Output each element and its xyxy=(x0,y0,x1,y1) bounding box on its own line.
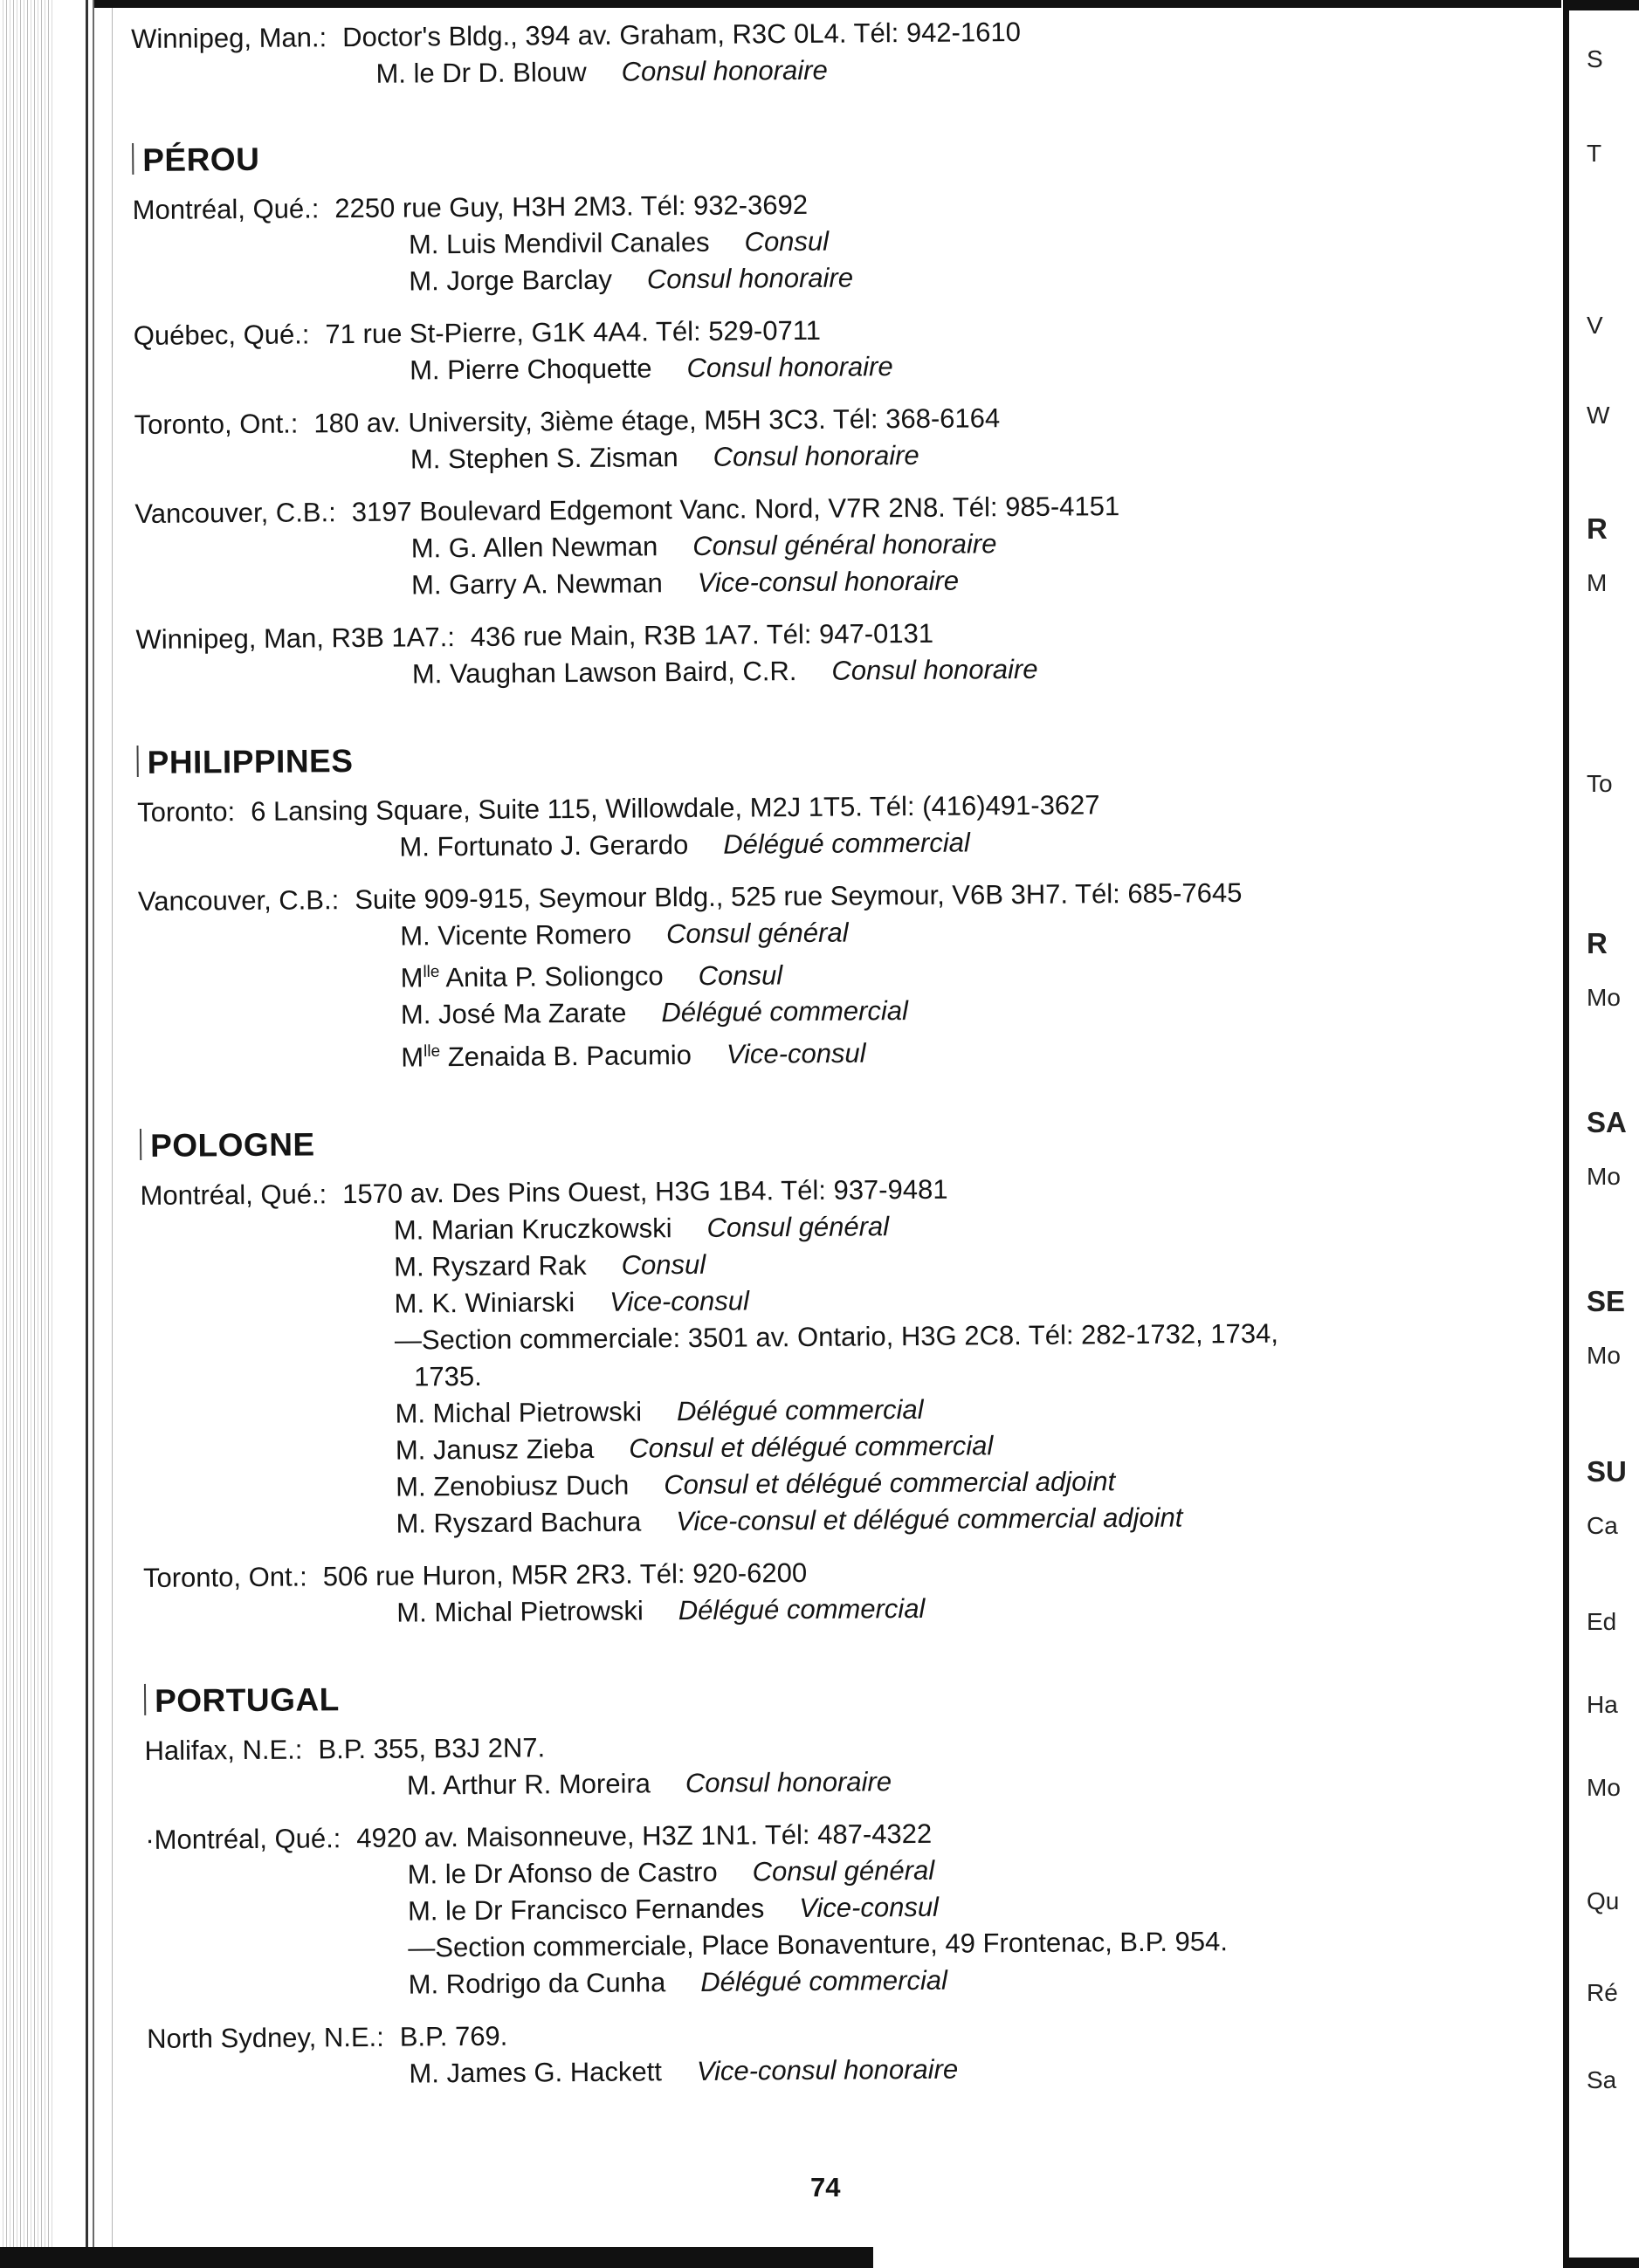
city-entry xyxy=(134,485,1498,606)
person-title: Consul général honoraire xyxy=(692,528,997,561)
person-name: $M^{lle}$ Anita P. Soliongco xyxy=(400,960,664,993)
person-name: M. Garry A. Newman xyxy=(410,567,663,601)
person-title: Consul et délégué commercial adjoint xyxy=(664,1465,1116,1500)
city-entry xyxy=(147,2010,1510,2093)
person-title: Consul honoraire xyxy=(685,1765,892,1798)
superscript-abbrev: lle xyxy=(424,1041,441,1061)
person-name: M. Vaughan Lawson Baird, C.R. xyxy=(411,656,797,690)
country-heading: PHILIPPINES xyxy=(137,733,1499,782)
city-label: ·Montréal, Qué.: xyxy=(145,1822,341,1855)
person-title: Consul général xyxy=(752,1854,935,1887)
scan-bottom-edge xyxy=(0,2247,873,2268)
person-name: M. le Dr D. Blouw xyxy=(375,56,587,89)
person-title: Consul honoraire xyxy=(646,262,854,295)
address-text: 6 Lansing Square, Suite 115, Willowdale, M2J 1T5. Tél: (416)491-3627 xyxy=(250,789,1100,827)
city-entry xyxy=(145,1811,1509,2004)
facing-page-text: W xyxy=(1587,402,1610,429)
person-title: Vice-consul xyxy=(609,1285,750,1317)
person-name: M. Vicente Romero xyxy=(400,918,632,952)
city-entry xyxy=(137,784,1500,868)
address-text: 4920 av. Maisonneuve, H3Z 1N1. Tél: 487-4322 xyxy=(356,1818,933,1853)
page-number: 74 xyxy=(810,2172,841,2203)
country-section xyxy=(132,131,1498,695)
person-name: M. Marian Kruczkowski xyxy=(393,1212,672,1246)
person-title: Consul général xyxy=(665,917,849,950)
facing-page-text: Ca xyxy=(1587,1512,1618,1539)
address-text: B.P. 355, B3J 2N7. xyxy=(318,1731,546,1765)
person-name: M. José Ma Zarate xyxy=(400,997,627,1030)
city-entry xyxy=(133,182,1496,302)
person-name: M. Rodrigo da Cunha xyxy=(408,1966,666,2000)
city-label: Vancouver, C.B.: xyxy=(134,497,336,529)
country-section xyxy=(137,733,1502,1078)
person-title: Vice-consul honoraire xyxy=(696,2053,959,2086)
address-text: 3197 Boulevard Edgemont Vanc. Nord, V7R 2N8. Tél: 985-4151 xyxy=(351,491,1120,528)
address-text: B.P. 769. xyxy=(399,2020,508,2052)
superscript-abbrev: lle xyxy=(423,963,440,982)
person-name: M. Michal Pietrowski xyxy=(396,1595,644,1628)
person-name: M. Michal Pietrowski xyxy=(395,1396,643,1429)
city-label: Toronto: xyxy=(136,796,236,828)
person-name: M. Ryszard Bachura xyxy=(396,1506,642,1539)
city-label: Halifax, N.E.: xyxy=(144,1734,303,1766)
person-name: M. Luis Mendivil Canales xyxy=(408,226,710,260)
scan-binding-line xyxy=(86,0,88,2268)
person-title: Vice-consul xyxy=(726,1038,866,1070)
person-name: M. Zenobiusz Duch xyxy=(396,1469,630,1502)
section-note: 1735. xyxy=(414,1360,482,1392)
person-name: M. Jorge Barclay xyxy=(409,264,613,297)
facing-page-text: Sa xyxy=(1587,2066,1617,2093)
section-note: —Section commerciale: 3501 av. Ontario, H3G 2C8. Tél: 282-1732, 1734, xyxy=(394,1317,1279,1356)
address-text: 71 rue St-Pierre, G1K 4A4. Tél: 529-0711 xyxy=(325,314,822,350)
person-title: Consul honoraire xyxy=(831,653,1038,686)
facing-page-text: SA xyxy=(1587,1106,1627,1138)
facing-page-text: Qu xyxy=(1587,1887,1620,1914)
person-name: M. Fortunato J. Gerardo xyxy=(399,829,689,863)
city-entry xyxy=(134,307,1497,391)
person-name: M. K. Winiarski xyxy=(394,1286,575,1319)
facing-page-text: R xyxy=(1587,927,1608,959)
city-label: Toronto, Ont.: xyxy=(134,408,299,440)
person-name: M. Janusz Zieba xyxy=(395,1433,595,1466)
person-title: Délégué commercial xyxy=(723,827,970,860)
facing-page-text: M xyxy=(1587,569,1608,596)
city-entry xyxy=(140,1166,1505,1543)
person-title: Délégué commercial xyxy=(678,1592,926,1625)
scan-top-edge xyxy=(94,0,1561,8)
person-title: Délégué commercial xyxy=(676,1393,924,1426)
person-title: Consul général xyxy=(706,1210,890,1243)
city-entry xyxy=(135,611,1498,695)
country-section xyxy=(144,1671,1510,2093)
facing-page-text: SU xyxy=(1587,1455,1627,1488)
facing-page-fragment xyxy=(1569,10,1639,2258)
facing-page-text: Ha xyxy=(1587,1691,1618,1718)
facing-page-text: Mo xyxy=(1587,984,1621,1011)
scan-binding-edge xyxy=(0,0,52,2268)
person-title: Consul honoraire xyxy=(686,351,893,384)
country-heading: POLOGNE xyxy=(140,1116,1502,1165)
city-label: North Sydney, N.E.: xyxy=(147,2021,384,2054)
city-label: Vancouver, C.B.: xyxy=(137,884,340,917)
person-title: Vice-consul xyxy=(799,1891,940,1923)
city-label: Toronto, Ont.: xyxy=(142,1561,307,1593)
facing-page-text: Ré xyxy=(1587,1979,1618,2006)
city-label: Montréal, Qué.: xyxy=(140,1178,327,1211)
person-title: Consul xyxy=(744,225,830,258)
city-entry xyxy=(144,1722,1507,1805)
address-text: 180 av. University, 3ième étage, M5H 3C3. Tél: 368-6164 xyxy=(313,402,1001,439)
city-label: Winnipeg, Man.: xyxy=(131,22,327,54)
facing-page-text: Mo xyxy=(1587,1163,1621,1190)
country-heading: PÉROU xyxy=(132,131,1494,180)
address-text: 1570 av. Des Pins Ouest, H3G 1B4. Tél: 937-9481 xyxy=(342,1173,948,1209)
city-label: Winnipeg, Man, R3B 1A7.: xyxy=(135,622,455,655)
address-text: 2250 rue Guy, H3H 2M3. Tél: 932-3692 xyxy=(334,189,809,224)
facing-page-text: R xyxy=(1587,512,1608,545)
scan-margin-rule xyxy=(112,0,113,2268)
address-text: Suite 909-915, Seymour Bldg., 525 rue Seymour, V6B 3H7. Tél: 685-7645 xyxy=(355,877,1243,916)
section-note: —Section commerciale, Place Bonaventure, 49 Frontenac, B.P. 954. xyxy=(408,1925,1229,1963)
person-name: M. le Dr Francisco Fernandes xyxy=(407,1893,765,1927)
facing-page-text: T xyxy=(1587,140,1602,167)
person-name: M. James G. Hackett xyxy=(409,2055,663,2089)
city-label: Montréal, Qué.: xyxy=(132,193,320,225)
scan-binding-line xyxy=(93,0,94,2268)
facing-page-text: To xyxy=(1587,770,1613,797)
address-text: Doctor's Bldg., 394 av. Graham, R3C 0L4. Tél: 942-1610 xyxy=(342,16,1022,53)
continued-entry xyxy=(131,10,1494,94)
person-title: Consul et délégué commercial xyxy=(629,1429,994,1464)
person-title: Vice-consul et délégué commercial adjoint xyxy=(676,1502,1183,1536)
person-name: $M^{lle}$ Zenaida B. Pacumio xyxy=(401,1039,692,1073)
city-entry xyxy=(134,396,1497,480)
facing-page-text: Mo xyxy=(1587,1342,1621,1369)
city-entry xyxy=(138,873,1502,1078)
facing-page-text: S xyxy=(1587,45,1603,72)
person-title: Consul honoraire xyxy=(713,439,919,472)
facing-page-text: Ed xyxy=(1587,1608,1617,1635)
facing-page-text: SE xyxy=(1587,1285,1626,1317)
person-title: Consul xyxy=(621,1248,706,1281)
directory-page xyxy=(131,10,1510,2143)
country-heading: PORTUGAL xyxy=(144,1671,1506,1720)
person-name: M. Arthur R. Moreira xyxy=(406,1768,651,1801)
person-title: Délégué commercial xyxy=(700,1964,948,1997)
person-name: M. Ryszard Rak xyxy=(394,1249,587,1282)
person-name: M. Stephen S. Zisman xyxy=(410,442,678,475)
person-title: Consul xyxy=(698,959,783,992)
facing-page-text: Mo xyxy=(1587,1774,1621,1801)
facing-page-text: V xyxy=(1587,312,1603,339)
person-name: M. G. Allen Newman xyxy=(410,531,658,564)
address-text: 506 rue Huron, M5R 2R3. Tél: 920-6200 xyxy=(322,1557,808,1591)
person-title: Vice-consul honoraire xyxy=(697,565,960,598)
country-list xyxy=(132,131,1510,2094)
person-title: Délégué commercial xyxy=(661,995,909,1028)
city-label: Québec, Qué.: xyxy=(133,319,310,351)
person-name: M. Pierre Choquette xyxy=(410,353,652,386)
address-text: 436 rue Main, R3B 1A7. Tél: 947-0131 xyxy=(470,617,934,652)
city-entry xyxy=(143,1549,1506,1632)
country-section xyxy=(140,1116,1506,1632)
person-name: M. le Dr Afonso de Castro xyxy=(407,1856,718,1890)
person-title: Consul honoraire xyxy=(621,54,828,87)
